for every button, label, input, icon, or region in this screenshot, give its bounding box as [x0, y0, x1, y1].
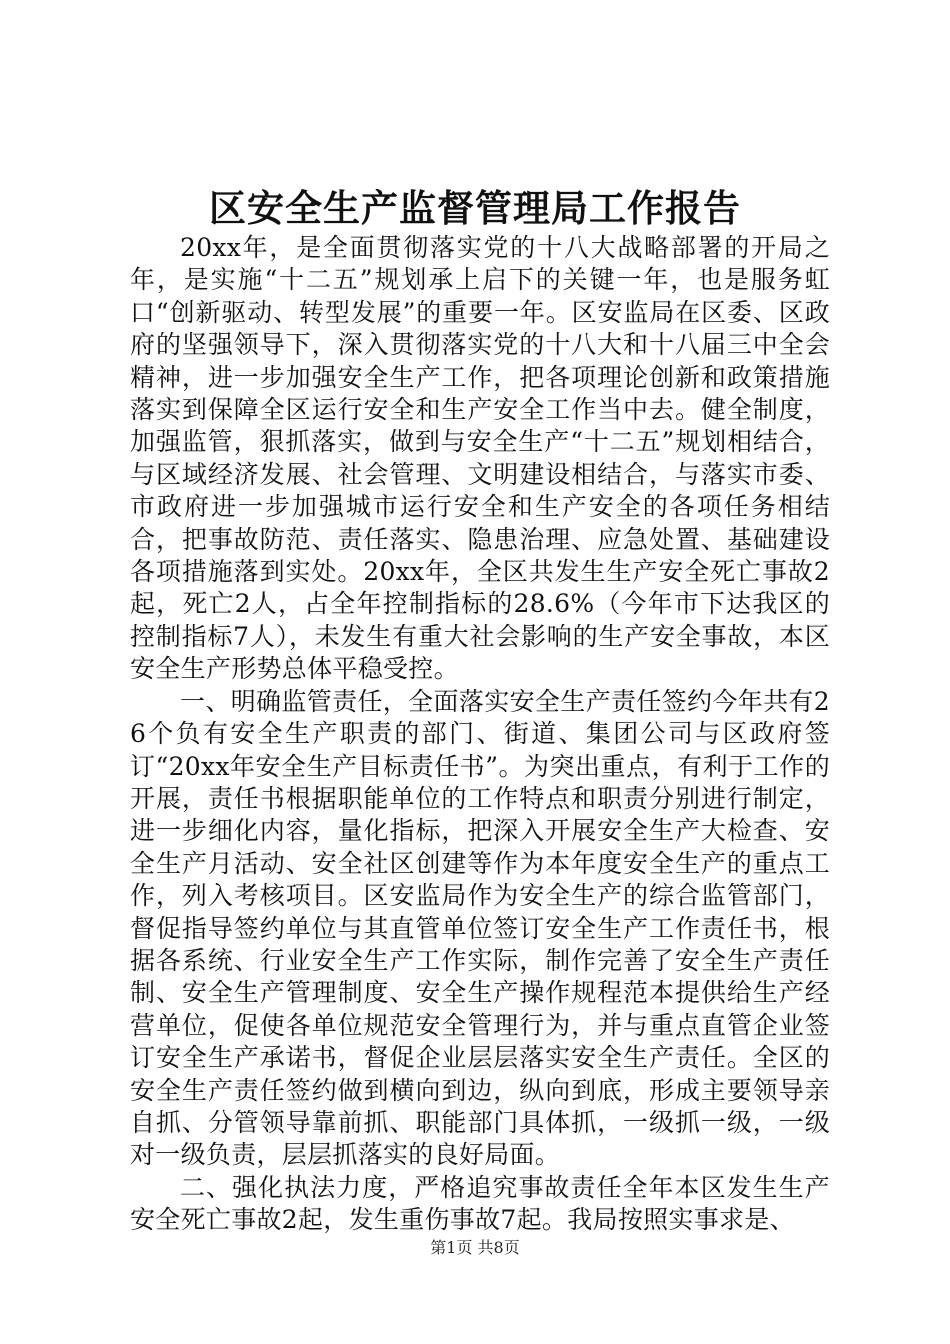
document-title: 区安全生产监督管理局工作报告 — [209, 186, 741, 230]
page-indicator: 第1页 共8页 — [430, 1238, 520, 1257]
document-body — [130, 232, 830, 1237]
paragraph-section-1: 一、明确监管责任，全面落实安全生产责任签约今年共有26个负有安全生产职责的部门、街道、集团公司与区政府签订“20xx年安全生产目标责任书”。为突出重点，有利于工作的开展，责任书根据职能单位的工作特点和职责分别进行制定，进一步细化内容，量化指标，把深入开展安全生产大检查、安全生产月活动、安全社区创建等作为本年度安全生产的重点工作，列入考核项目。区安监局作为安全生产的综合监管部门，督促指导签约单位与其直管单位签订安全生产工作责任书，根据各系统、行业安全生产工作实际，制作完善了安全生产责任制、安全生产管理制度、安全生产操作规程范本提供给生产经营单位，促使各单位规范安全管理行为，并与重点直管企业签订安全生产承诺书，督促企业层层落实安全生产责任。全区的安全生产责任签约做到横向到边，纵向到底，形成主要领导亲自抓、分管领导靠前抓、职能部门具体抓，一级抓一级，一级对一级负责，层层抓落实的良好局面。 — [130, 686, 830, 1170]
paragraph-intro: 20xx年，是全面贯彻落实党的十八大战略部署的开局之年，是实施“十二五”规划承上启下的关键一年，也是服务虹口“创新驱动、转型发展”的重要一年。区安监局在区委、区政府的坚强领导下，深入贯彻落实党的十八大和十八届三中全会精神，进一步加强安全生产工作，把各项理论创新和政策措施落实到保障全区运行安全和生产安全工作当中去。健全制度，加强监管，狠抓落实，做到与安全生产“十二五”规划相结合，与区域经济发展、社会管理、文明建设相结合，与落实市委、市政府进一步加强城市运行安全和生产安全的各项任务相结合，把事故防范、责任落实、隐患治理、应急处置、基础建设各项措施落到实处。20xx年，全区共发生生产安全死亡事故2起，死亡2人，占全年控制指标的28.6%（今年市下达我区的控制指标7人），未发生有重大社会影响的生产安全事故，本区安全生产形势总体平稳受控。 — [130, 233, 830, 684]
paragraph-section-2: 二、强化执法力度，严格追究事故责任全年本区发生生产安全死亡事故2起，发生重伤事故7起。我局按照实事求是、 — [130, 1172, 830, 1235]
page-footer — [0, 1238, 950, 1258]
